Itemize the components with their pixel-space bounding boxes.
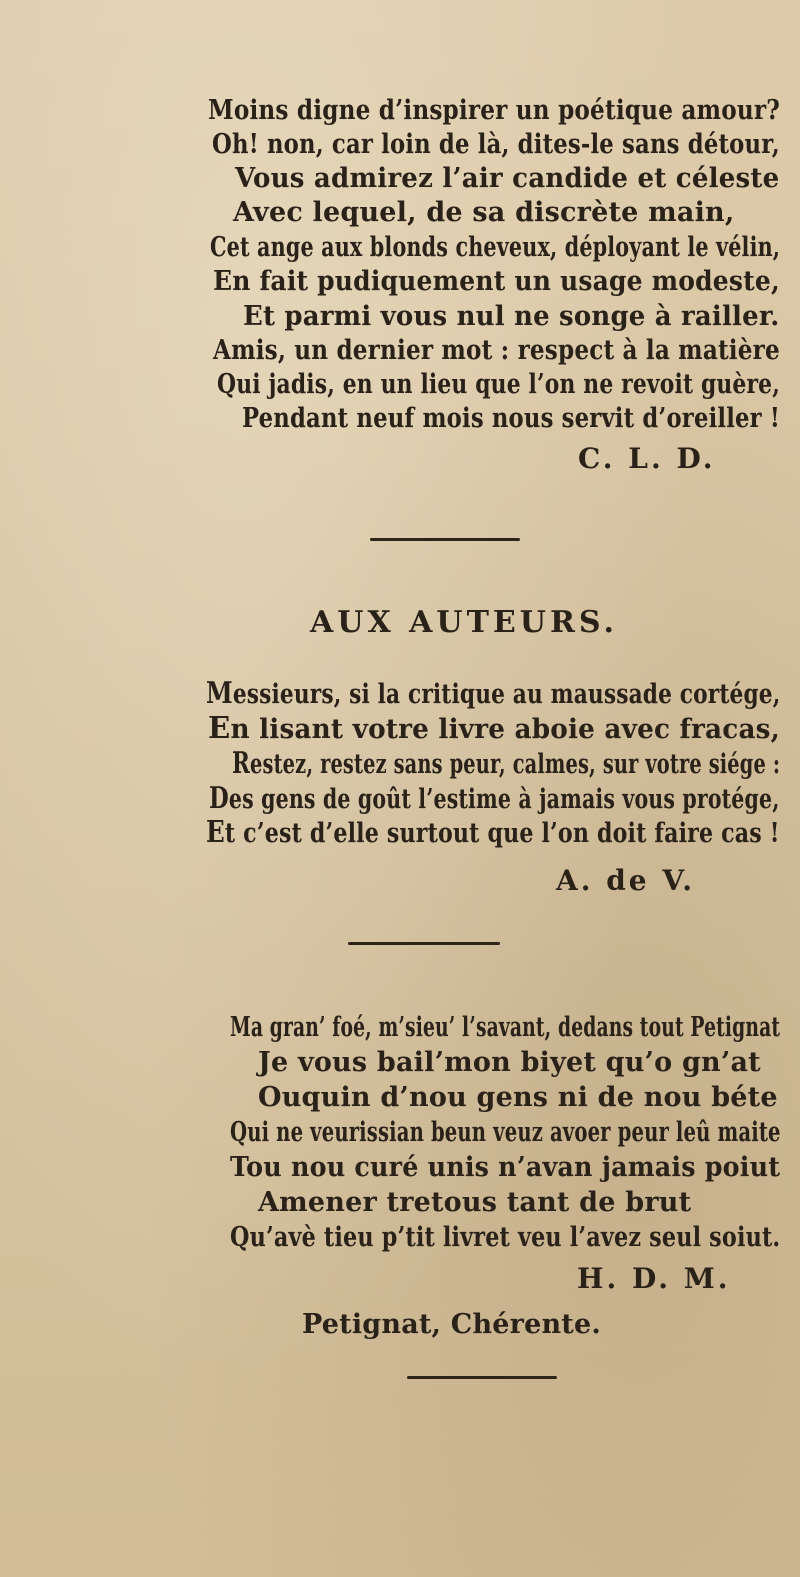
poem1-line-10: Pendant neuf mois nous servit d’oreiller ! — [242, 403, 781, 434]
poem3-signature: H. D. M. — [577, 1262, 731, 1295]
poem2-line-4 — [209, 781, 780, 816]
poem1-line-8: Amis, un dernier mot : respect à la matière — [213, 335, 780, 366]
poem3-line-4: Qui ne veurissian beun veuz avoer peur leû maite — [230, 1117, 781, 1148]
poem3-line-7: Qu’avè tieu p’tit livret veu l’avez seul soiut. — [230, 1222, 781, 1253]
section-divider — [348, 942, 500, 945]
poem1-line-5: Cet ange aux blonds cheveux, déployant le vélin, — [210, 232, 781, 263]
poem3-place: Petignat, Chérente. — [302, 1309, 601, 1340]
poem2-line-5-initial: E — [206, 815, 225, 850]
poem3-line-3: Ouquin d’nou gens ni de nou béte — [258, 1082, 778, 1113]
poem1-line-9: Qui jadis, en un lieu que l’on ne revoit guère, — [217, 369, 781, 400]
poem1-line-2: Oh! non, car loin de là, dites-le sans détour, — [212, 129, 780, 160]
poem2-title: AUX AUTEURS. — [310, 605, 618, 640]
poem3-line-2: Je vous bail’mon biyet qu’o gn’at — [258, 1047, 761, 1078]
poem2-line-3-initial: R — [232, 746, 251, 781]
poem1-line-3: Vous admirez l’air candide et céleste — [235, 163, 780, 194]
poem2-line-1 — [206, 676, 780, 711]
poem2-signature: A. de V. — [556, 864, 695, 897]
poem3-line-5: Tou nou curé unis n’avan jamais poiut — [230, 1152, 781, 1183]
poem2-line-2-text: n lisant votre livre aboie avec fracas, — [230, 714, 781, 745]
poem2-line-4-initial: D — [209, 781, 229, 816]
poem2-line-3 — [232, 746, 780, 781]
poem1-line-1: Moins digne d’inspirer un poétique amour? — [208, 95, 780, 126]
poem2-line-1-text: essieurs, si la critique au maussade cortége, — [232, 679, 781, 710]
poem2-line-1-initial: M — [206, 676, 233, 711]
poem1-line-6: En fait pudiquement un usage modeste, — [213, 266, 780, 297]
poem2-line-5 — [206, 815, 780, 850]
poem2-line-5-text: t c’est d’elle surtout que l’on doit faire cas ! — [224, 818, 780, 849]
poem1-line-4: Avec lequel, de sa discrète main, — [233, 197, 735, 228]
poem1-signature: C. L. D. — [578, 442, 716, 475]
poem3-line-6: Amener tretous tant de brut — [258, 1187, 692, 1218]
section-divider — [407, 1376, 557, 1379]
poem2-line-2 — [208, 711, 780, 746]
poem2-line-4-text: es gens de goût l’estime à jamais vous protége, — [228, 784, 780, 815]
poem2-line-3-text: estez, restez sans peur, calmes, sur votre siége : — [250, 749, 781, 780]
poem3-line-1: Ma gran’ foé, m’sieu’ l’savant, dedans tout Petignat — [230, 1012, 781, 1043]
section-divider — [370, 538, 520, 541]
poem2-line-2-initial: E — [208, 711, 231, 746]
poem1-line-7: Et parmi vous nul ne songe à railler. — [243, 301, 780, 332]
